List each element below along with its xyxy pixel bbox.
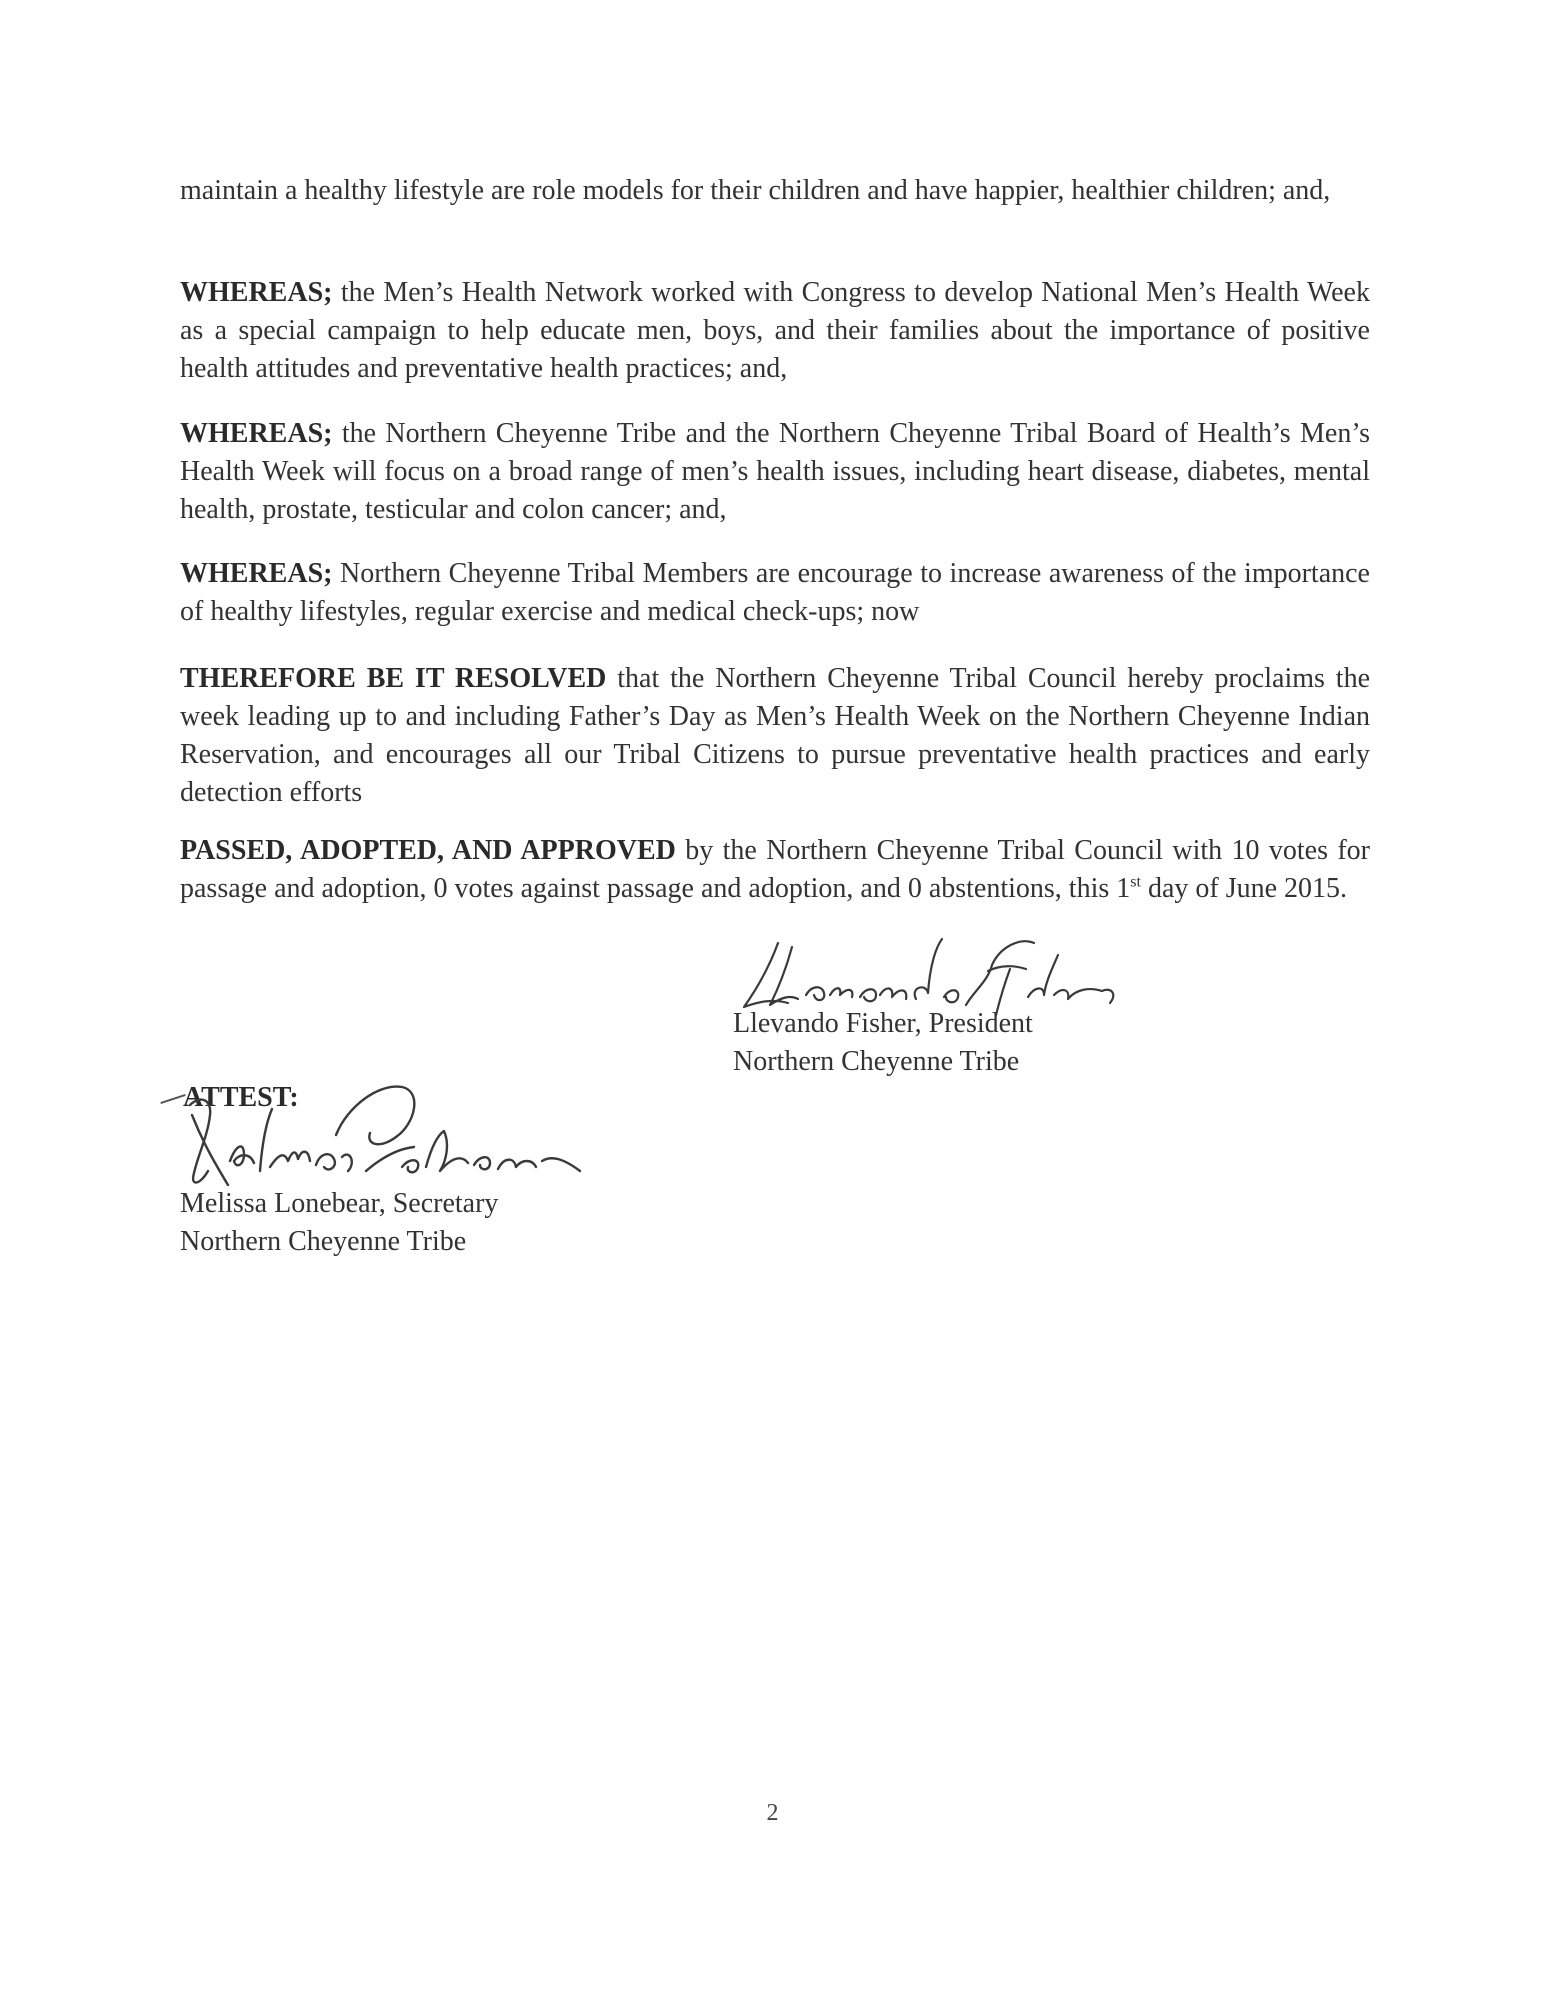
president-organization: Northern Cheyenne Tribe — [733, 1046, 1020, 1077]
secretary-organization: Northern Cheyenne Tribe — [180, 1226, 467, 1257]
president-name-title: Llevando Fisher, President — [733, 1008, 1033, 1039]
whereas-keyword: WHEREAS; — [180, 277, 333, 308]
passed-text-end: day of June 2015. — [1140, 873, 1348, 904]
secretary-signature — [170, 1075, 610, 1200]
page-number: 2 — [766, 1800, 779, 1826]
attest-label: ATTEST: — [183, 1082, 299, 1113]
continuation-paragraph: maintain a healthy lifestyle are role models for their children and have happier, healthier children; and, — [180, 175, 1331, 206]
president-signature-block — [733, 1005, 1033, 1081]
ordinal-superscript: st — [1130, 873, 1141, 891]
resolved-keyword: THEREFORE BE IT RESOLVED — [180, 663, 607, 694]
whereas-text: Northern Cheyenne Tribal Members are encourage to increase awareness of the importance of healthy lifestyles, regular exercise and medical check-ups; now — [180, 558, 1370, 627]
secretary-signature-block — [180, 1185, 498, 1261]
resolved-paragraph — [180, 660, 1370, 812]
whereas-paragraph-2 — [180, 415, 1370, 529]
whereas-keyword: WHEREAS; — [180, 558, 333, 589]
whereas-paragraph-1 — [180, 274, 1370, 388]
resolved-text: that the Northern Cheyenne Tribal Council hereby proclaims the week leading up to and including Father’s Day as Men’s Health Week on the Northern Cheyenne Indian Reservation, and encourages all our Tribal Citizens to pursue preventative health practices and early detection efforts — [180, 663, 1370, 808]
passed-paragraph — [180, 832, 1370, 908]
whereas-text: the Northern Cheyenne Tribe and the Northern Cheyenne Tribal Board of Health’s Men’s Health Week will focus on a broad range of men’s health issues, including heart disease, diabetes, mental health, prostate, testicular and colon cancer; and, — [180, 418, 1370, 525]
passed-text: by the Northern Cheyenne Tribal Council with 10 votes for passage and adoption, 0 votes against passage and adoption, and 0 abstentions, this 1 — [180, 835, 1370, 904]
passed-keyword: PASSED, ADOPTED, AND APPROVED — [180, 835, 676, 866]
whereas-paragraph-3 — [180, 555, 1370, 631]
secretary-name-title: Melissa Lonebear, Secretary — [180, 1188, 499, 1219]
whereas-text: the Men’s Health Network worked with Congress to develop National Men’s Health Week as a special campaign to help educate men, boys, and their families about the importance of positive health attitudes and preventative health practices; and, — [180, 277, 1370, 384]
whereas-keyword: WHEREAS; — [180, 418, 333, 449]
